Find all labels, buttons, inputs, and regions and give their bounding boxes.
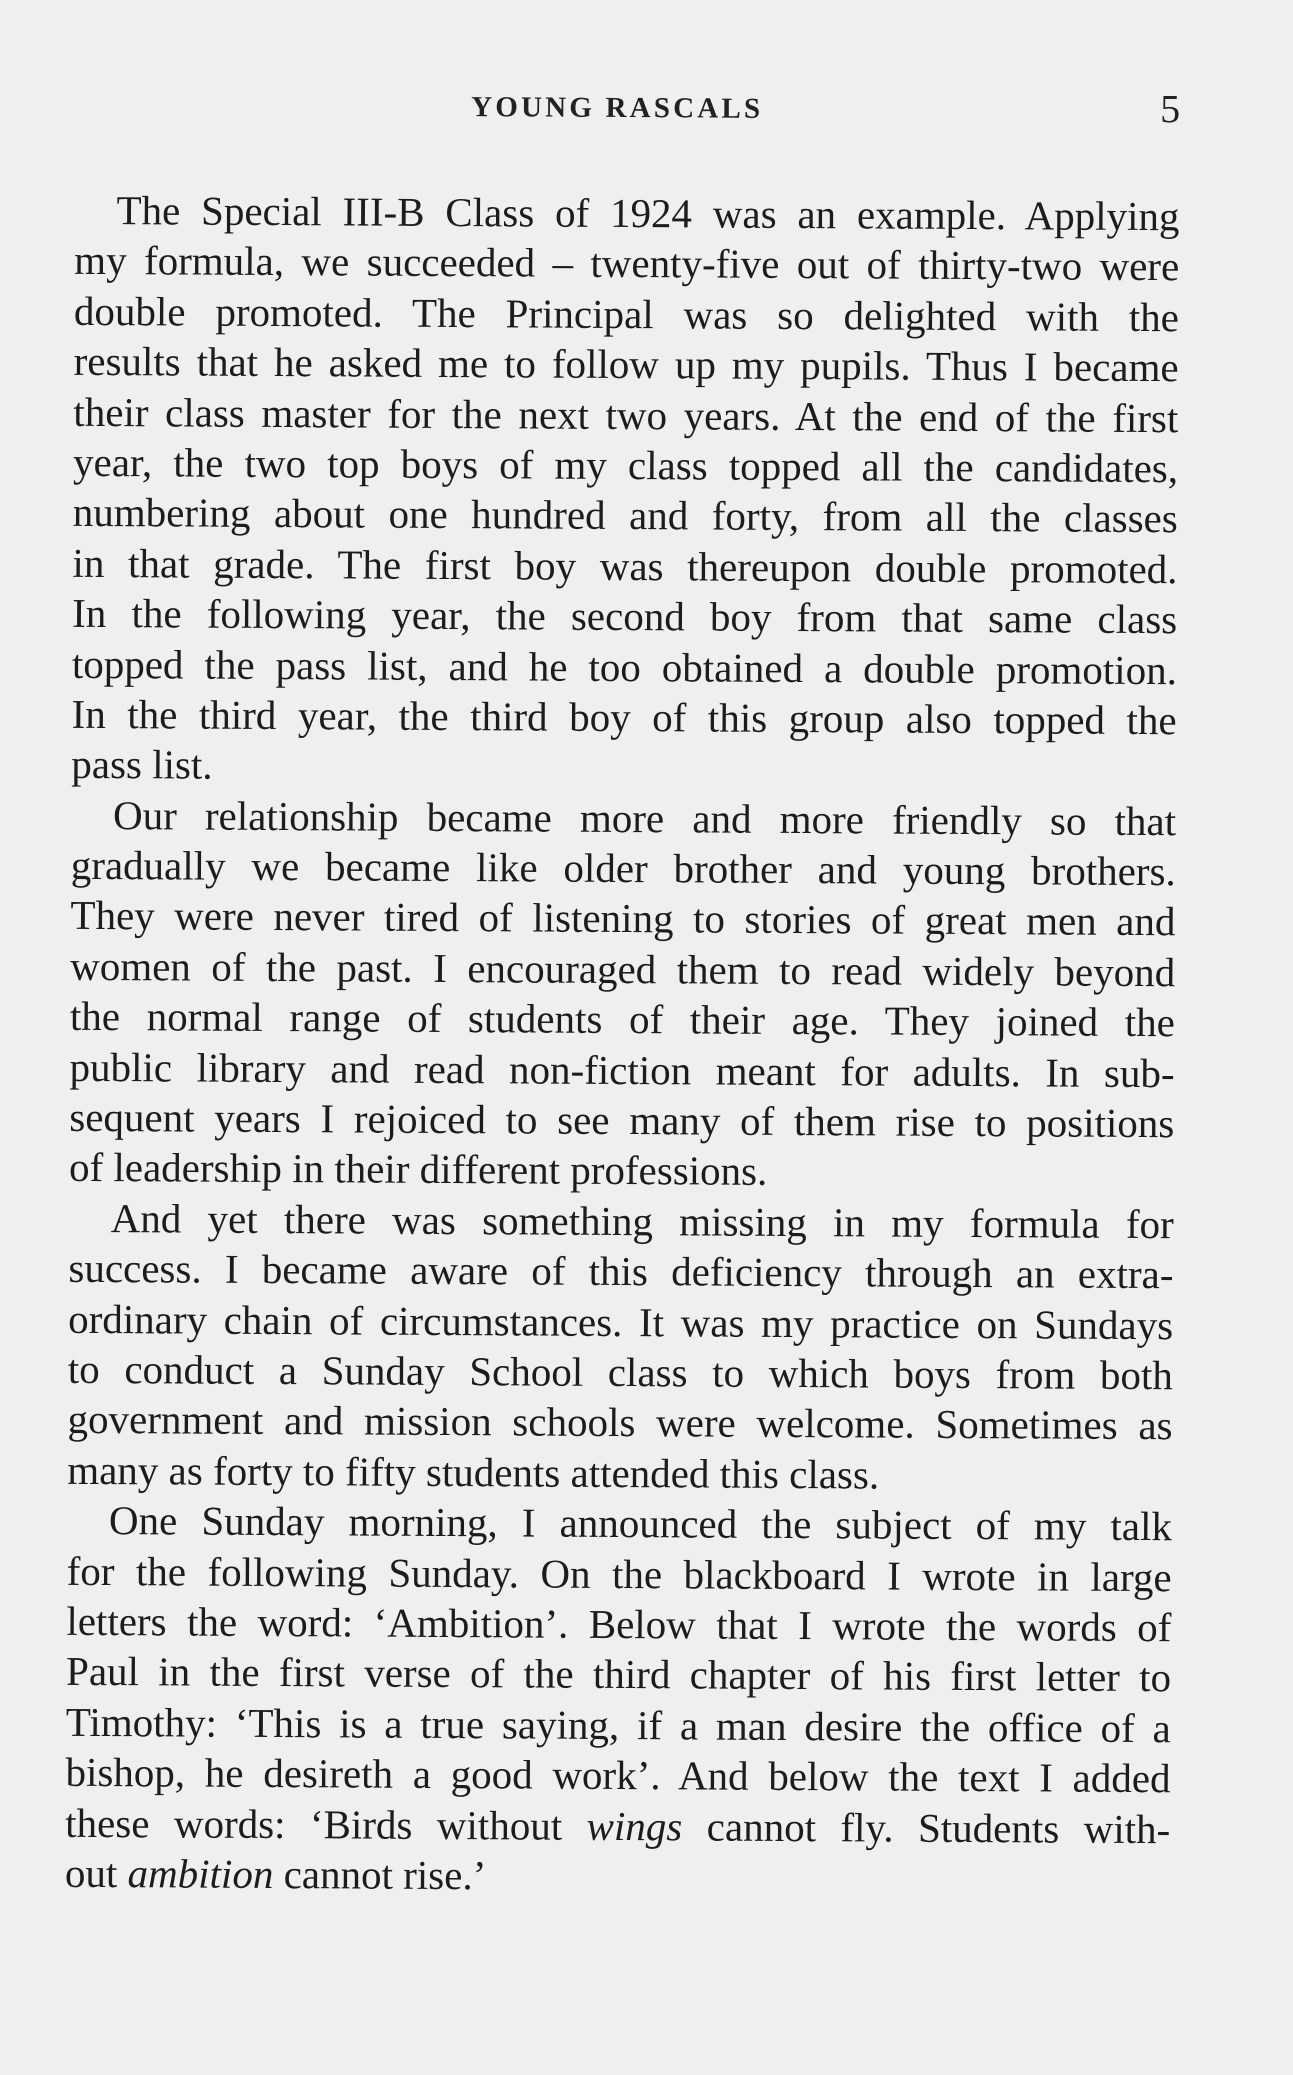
text-run: cannot rise.’	[273, 1850, 487, 1899]
text-line: sequent years I rejoiced to see many of them rise to positions	[69, 1093, 1175, 1147]
paragraph-2	[69, 790, 1176, 1199]
text-line-with-italic	[65, 1848, 1170, 1905]
text-line: gradually we became like older brother and young brothers.	[70, 841, 1176, 895]
text-line: women of the past. I encouraged them to read widely beyond	[70, 942, 1176, 996]
text-line: pass list.	[71, 741, 213, 788]
text-line: success. I became aware of this deficiency through an extra-	[68, 1245, 1174, 1298]
text-line: In the following year, the second boy from that same class	[72, 589, 1178, 643]
text-line-with-italic	[65, 1797, 1170, 1854]
text-line: many as forty to fifty students attended this class.	[67, 1446, 880, 1498]
text-line: topped the pass list, and he too obtained a double promotion.	[71, 640, 1178, 693]
text-line: In the third year, the third boy of this group also topped the	[71, 690, 1177, 744]
running-head-title: YOUNG RASCALS	[471, 91, 764, 125]
paragraph-4	[65, 1495, 1172, 1904]
text-line: Timothy: ‘This is a true saying, if a man desire the office of a	[65, 1698, 1171, 1751]
text-line: One Sunday morning, I announced the subject of my talk	[108, 1497, 1173, 1550]
text-line: public library and read non-fiction meant for adults. In sub-	[69, 1043, 1175, 1096]
body-text	[65, 185, 1180, 1905]
text-line: of leadership in their different professions.	[68, 1144, 768, 1195]
italic-emphasis: wings	[586, 1802, 683, 1849]
text-run: these words: ‘Birds without	[65, 1799, 587, 1849]
paragraph-1	[71, 185, 1179, 796]
text-line: results that he asked me to follow up my pupils. Thus I became	[73, 338, 1179, 391]
page-number: 5	[1160, 86, 1181, 132]
text-line: in that grade. The first boy was thereupon double promoted.	[72, 539, 1178, 592]
text-line: for the following Sunday. On the blackboard I wrote in large	[66, 1547, 1172, 1600]
text-line: to conduct a Sunday School class to which boys from both	[67, 1345, 1173, 1399]
text-line: ordinary chain of circumstances. It was my practice on Sundays	[68, 1295, 1174, 1348]
paragraph-3	[67, 1193, 1174, 1502]
text-line: government and mission schools were welcome. Sometimes as	[67, 1396, 1173, 1449]
text-line: their class master for the next two years. At the end of the first	[73, 388, 1179, 441]
text-line: letters the word: ‘Ambition’. Below that I wrote the words of	[66, 1597, 1172, 1651]
text-run: cannot fly. Students with-	[682, 1802, 1171, 1852]
text-run: out	[64, 1849, 128, 1897]
text-line: Our relationship became more and more friendly so that	[112, 791, 1177, 844]
text-line: bishop, he desireth a good work’. And below the text I added	[65, 1748, 1171, 1802]
text-line: And yet there was something missing in my formula for	[110, 1194, 1174, 1248]
text-line: double promoted. The Principal was so delighted with the	[73, 287, 1180, 340]
text-line: my formula, we succeeded – twenty-five out of thirty-two were	[74, 237, 1180, 290]
text-line: numbering about one hundred and forty, from all the classes	[72, 489, 1178, 542]
text-line: Paul in the first verse of the third chapter of his first letter to	[65, 1648, 1172, 1701]
text-line: They were never tired of listening to stories of great men and	[70, 892, 1176, 945]
italic-emphasis: ambition	[127, 1850, 274, 1897]
text-line: year, the two top boys of my class topped all the candidates,	[72, 438, 1179, 492]
text-line: the normal range of students of their age. They joined the	[69, 993, 1176, 1046]
text-line: The Special III-B Class of 1924 was an example. Applying	[116, 187, 1180, 240]
